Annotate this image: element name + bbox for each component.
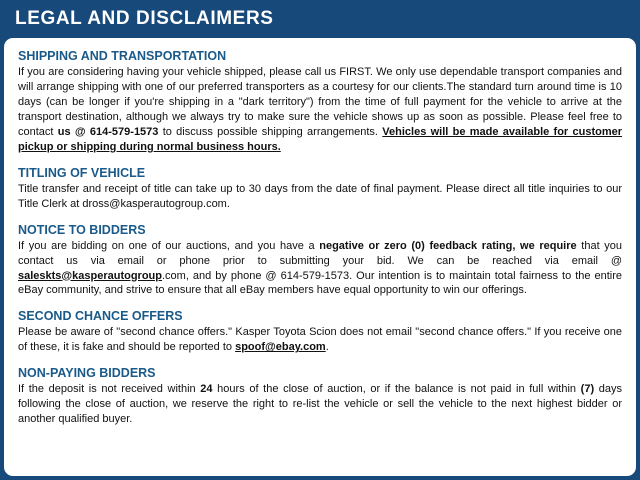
sections-container: [18, 49, 622, 427]
text-segment: Please be aware of "second chance offers." Kasper Toyota Scion does not email "second chance offers." If you receive one of these, it is fake and should be reported to: [18, 326, 622, 354]
section-paragraph: [18, 65, 622, 155]
text-segment: us @ 614-579-1573: [57, 125, 159, 138]
content-panel: [4, 38, 636, 476]
section-heading: SECOND CHANCE OFFERS: [18, 309, 183, 324]
page-title: LEGAL AND DISCLAIMERS: [15, 8, 274, 29]
text-segment: If you are bidding on one of our auctions, and you have a: [18, 239, 320, 252]
section-paragraph: [18, 325, 622, 355]
text-segment: that you contact us via email or phone prior to submitting your bid. We can be reached via email @: [18, 239, 622, 267]
text-segment: days following the close of auction, we reserve the right to re-list the vehicle or sell the vehicle to the next highest bidder or another qualified buyer.: [18, 383, 622, 426]
text-segment: If you are considering having your vehicle shipped, please call us FIRST. We only use dependable transport companies and will arrange shipping with one of our preferred transporters as a courtesy for our clients.The standard turn around time is 10 days (can be longer if you're shipping in a "dark territory") from the time of full payment for the vehicle to arrive at the transport destination, although we always try to make sure the vehicle shows up as soon as possible. Please feel free to contact: [18, 66, 622, 138]
section: [18, 223, 622, 299]
section-heading: NON-PAYING BIDDERS: [18, 366, 156, 381]
text-segment: spoof@ebay.com: [235, 341, 326, 354]
section-heading: NOTICE TO BIDDERS: [18, 222, 146, 237]
text-segment: saleskts@kasperautogroup: [18, 269, 162, 282]
section: [18, 309, 622, 355]
text-segment: (7): [580, 383, 595, 396]
text-segment: Vehicles will be made available for customer pickup or shipping during normal business hours.: [18, 125, 623, 153]
text-segment: .com, and by phone @ 614-579-1573. Our intention is to maintain total fairness to the entire eBay community, and strive to ensure that all eBay members have equal opportunity to win our offerings.: [18, 269, 622, 297]
text-segment: Title transfer and receipt of title can take up to 30 days from the date of final payment. Please direct all title inquiries to our Title Clerk at dross@kasperautogroup.com.: [18, 182, 622, 210]
section: [18, 366, 622, 427]
section-paragraph: [18, 382, 622, 427]
section-paragraph: [18, 182, 622, 212]
text-segment: 24: [200, 383, 213, 396]
section-paragraph: [18, 239, 622, 299]
page-header: [0, 0, 640, 38]
text-segment: .: [325, 341, 329, 354]
text-segment: negative or zero (0) feedback rating, we require: [319, 239, 582, 252]
text-segment: to discuss possible shipping arrangements.: [158, 125, 383, 138]
section: [18, 49, 622, 155]
section: [18, 166, 622, 212]
text-segment: hours of the close of auction, or if the balance is not paid in full within: [212, 383, 581, 396]
section-heading: SHIPPING AND TRANSPORTATION: [18, 49, 227, 63]
section-heading: TITLING OF VEHICLE: [18, 165, 146, 180]
text-segment: If the deposit is not received within: [18, 383, 201, 396]
